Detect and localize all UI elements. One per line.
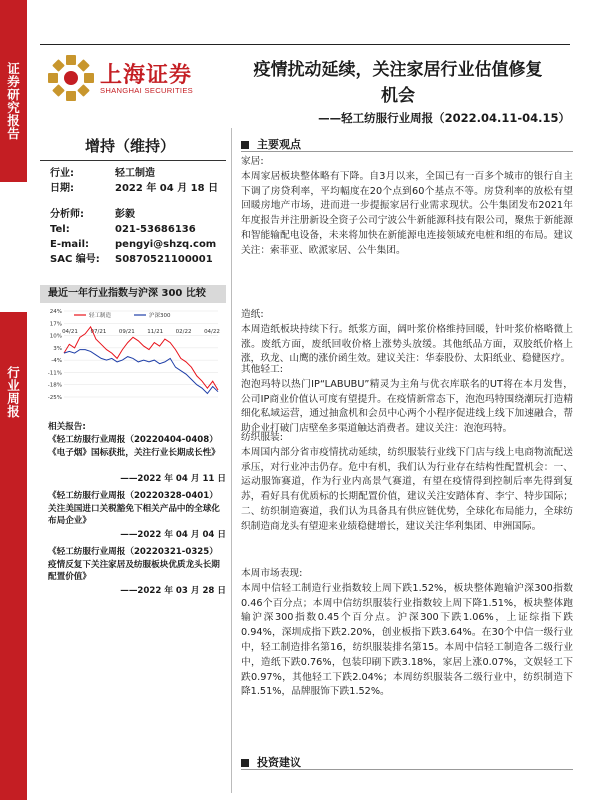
index-comparison-chart	[40, 305, 226, 415]
analyst-label: 分析师:	[50, 209, 84, 220]
para-other-light	[241, 363, 573, 437]
section-main-points-title: 主要观点	[257, 138, 301, 151]
industry-value: 轻工制造	[115, 168, 155, 179]
rating: 增持（维持）	[84, 137, 175, 155]
chart-x-tick-label: 04/22	[204, 329, 220, 335]
para-market-text: 本周中信轻工制造行业指数较上周下跌1.52%，板块整体跑输沪深300指数0.46个百分点；本周中信纺织服装行业指数较上周下降1.51%，板块整体跑输沪深300指数0.45个百分点。沪深300下跌1.06%，上证综指下跌0.94%，深圳成指下跌2.20%，创业板指下跌3.64%。在30个中信一级行业中，轻工制造排名第16，纺织服装排名第15。本周中信轻工制造各二级行业中，造纸下跌0.76%，包装印刷下跌3.18%，家居上涨0.07%，文娱轻工下跌0.97%，其他轻工下跌2.04%；本周纺织服装各二级行业中，纺织制造下降1.51%，品牌服饰下跌1.52%。	[241, 582, 573, 698]
tel-row	[50, 223, 196, 237]
section-bullet-icon	[241, 759, 249, 767]
section-bullet-icon	[241, 141, 249, 149]
sidebar-report-category: 行业周报	[7, 365, 20, 419]
analyst-value: 彭毅	[115, 209, 135, 220]
chart-series-line-2	[64, 350, 218, 394]
logo-name-en: SHANGHAI SECURITIES	[100, 86, 194, 95]
related-report-3-date: ——2022 年 03 月 28 日	[120, 586, 226, 596]
para-paper	[241, 308, 573, 367]
chart-y-tick-label: -4%	[51, 358, 62, 365]
para-textile-text: 本周国内部分省市疫情扰动延续，纺织服装行业线下门店与线上电商物流配送承压，对行业冲击仍存。危中有机，我们认为行业存在结构性配置机会：一、运动服饰赛道，作为行业内高景气赛道，有望在疫情得到控制后率先得到复苏，看好具有优质标的长期配置价值，建议关注安踏体育、李宁、特步国际；二、纺织制造赛道，我们认为具备具有供应链优势，全球化布局能力，全球纺织制造商龙头有望迎来业绩稳健增长，建议关注华利集团、申洲国际。	[241, 446, 573, 532]
section-investment-advice	[241, 754, 301, 770]
related-report-2-date: ——2022 年 04 月 04 日	[120, 530, 226, 540]
date-label: 日期:	[50, 183, 74, 194]
related-reports-title: 相关报告:	[48, 422, 86, 432]
email-row	[50, 238, 217, 252]
chart-y-tick-label: -25%	[47, 395, 62, 401]
chart-x-tick-label: 09/21	[118, 329, 135, 335]
logo-emblem-icon	[47, 54, 95, 102]
chart-y-tick-label: 17%	[49, 321, 62, 328]
report-subtitle: ——轻工纺服行业周报（2022.04.11-04.15）	[318, 111, 570, 125]
rating-rule	[40, 160, 226, 161]
chart-x-tick-label: 02/22	[175, 329, 192, 335]
para-other-light-text: 泡泡玛特以热门IP“LABUBU”精灵为主角与优衣库联名的UT将在本月发售，公司IP商业价值认可度有望提升。在疫情新常态下，泡泡玛特围绕潮玩打造精细化私域运营，通过抽盒机和会员中心两个小程序促进线上线下加速融合，帮助企业打破门店壁垒多渠道触达消费者。建议关注：泡泡玛特。	[241, 378, 573, 435]
report-title	[233, 57, 563, 109]
date-value: 2022 年 04 月 18 日	[115, 183, 219, 194]
analyst-row	[50, 208, 135, 222]
logo-name-cn: 上海证券	[100, 63, 193, 88]
section-main-points	[241, 136, 301, 152]
column-divider	[231, 128, 232, 793]
chart-title: 最近一年行业指数与沪深 300 比较	[40, 285, 226, 303]
chart-y-tick-label: 10%	[49, 333, 62, 340]
sidebar	[0, 0, 27, 800]
sac-label: SAC 编号:	[50, 254, 100, 265]
chart-x-tick-label: 07/21	[90, 329, 107, 335]
chart-y-tick-label: -11%	[47, 370, 62, 377]
related-report-3-title[interactable]: 《轻工纺服行业周报（20220321-0325）疫情反复下关注家居及纺服板块优质龙头长期配置价值》	[48, 547, 220, 583]
para-furniture-text: 本周家居板块整体略有下降。自3月以来，全国已有一百多个城市的银行自主下调了房贷利率，平均幅度在20个点到60个基点不等。房贷利率的放松有望回暖房地产市场，进而进一步提振家居行业需求现状。公牛集团发布2021年年度报告并注册新设全资子公司宁波公牛新能源科技有限公司，聚焦于新能源和智能输配电设备，未来将加快在新能源电连接领域充电桩和组的布局。建议关注：索菲亚、欧派家居、公牛集团。	[241, 170, 573, 256]
report-title-line-1: 疫情扰动延续，关注家居行业估值修复	[253, 60, 543, 80]
chart-x-tick-label: 04/21	[62, 329, 78, 335]
para-other-light-label: 其他轻工:	[241, 364, 284, 375]
date-row	[50, 182, 219, 196]
para-textile	[241, 431, 573, 535]
para-paper-text: 本周造纸板块持续下行。纸浆方面，阔叶浆价格维持回暖，针叶浆价格略微上涨。废纸方面，废纸回收价格上涨势头放缓。其他纸品方面，双胶纸价格上涨，玖龙、山鹰的涨价函生效。建议关注：华泰股份、太阳纸业、稳健医疗。	[241, 323, 573, 365]
chart-svg	[40, 305, 226, 415]
sidebar-report-type: 证券研究报告	[7, 61, 20, 141]
chart-legend-label: 轻工制造	[89, 313, 112, 319]
section-rule	[241, 151, 573, 152]
email-value[interactable]: pengyi@shzq.com	[115, 239, 217, 250]
tel-value: 021-53686136	[115, 224, 196, 235]
para-furniture-label: 家居:	[241, 156, 264, 167]
para-furniture	[241, 155, 573, 259]
para-market	[241, 567, 573, 700]
chart-legend-label: 沪深300	[149, 313, 171, 319]
chart-series-line-1	[64, 327, 218, 390]
email-label: E-mail:	[50, 239, 90, 250]
chart-y-tick-label: 3%	[53, 345, 62, 352]
related-report-1-title[interactable]: 《轻工纺服行业周报（20220404-0408）《电子烟》国标获批，关注行业长期成长性》	[48, 435, 220, 458]
tel-label: Tel:	[50, 224, 70, 235]
section-investment-advice-title: 投资建议	[257, 756, 301, 769]
para-textile-label: 纺织服装:	[241, 432, 284, 443]
header-rule	[40, 44, 570, 45]
company-logo	[47, 52, 217, 104]
industry-row	[50, 167, 155, 181]
para-market-label: 本周市场表现:	[241, 568, 303, 579]
chart-y-tick-label: -18%	[47, 382, 62, 389]
related-report-1-date: ——2022 年 04 月 11 日	[120, 474, 226, 484]
chart-y-tick-label: 24%	[49, 309, 62, 315]
para-paper-label: 造纸:	[241, 309, 264, 320]
sac-row	[50, 253, 213, 267]
sac-value: S0870521100001	[115, 254, 213, 265]
report-title-line-2: 机会	[381, 86, 415, 106]
chart-x-tick-label: 11/21	[147, 329, 164, 335]
industry-label: 行业:	[50, 168, 74, 179]
section-rule	[241, 769, 573, 770]
related-report-2-title[interactable]: 《轻工纺服行业周报（20220328-0401）关注美国进口关税豁免下相关产品中的全球化布局企业》	[48, 491, 220, 527]
